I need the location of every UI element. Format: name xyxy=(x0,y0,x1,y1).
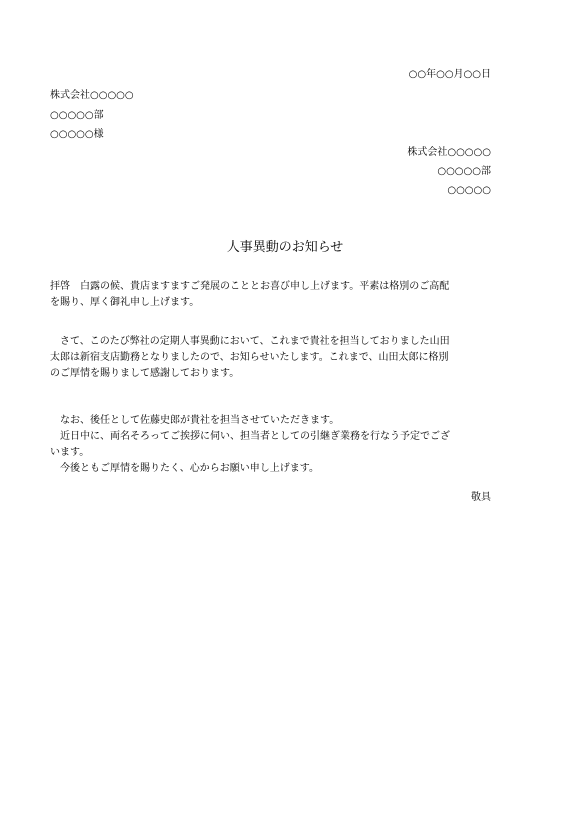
paragraph-line: 拝啓 白露の候、貴店ますますご発展のこととお喜び申し上げます。平素は格別のご高配 xyxy=(50,281,450,292)
paragraph-line: 近日中に、両名そろってご挨拶に伺い、担当者としての引継ぎ業務を行なう予定でござ xyxy=(50,431,450,442)
letter-date: ○○年○○月○○日 xyxy=(408,69,491,80)
letter-title: 人事異動のお知らせ xyxy=(226,240,344,255)
sender-person: ○○○○○ xyxy=(447,185,491,196)
paragraph-line: なお、後任として佐藤史郎が貴社を担当させていただきます。 xyxy=(50,415,340,426)
paragraph-line: さて、このたび弊社の定期人事異動において、これまで貴社を担当しておりました山田 xyxy=(50,336,450,347)
paragraph-announcement xyxy=(50,334,492,382)
paragraph-line: います。 xyxy=(50,447,90,458)
recipient-department: ○○○○○部 xyxy=(50,110,104,121)
recipient-person: ○○○○○様 xyxy=(50,129,104,140)
paragraph-line: を賜り、厚く御礼申し上げます。 xyxy=(50,297,200,308)
sender-company: 株式会社○○○○○ xyxy=(407,147,491,158)
paragraph-greeting xyxy=(50,279,492,311)
paragraph-successor xyxy=(50,413,492,477)
paragraph-line: 太郎は新宿支店勤務となりましたので、お知らせいたします。これまで、山田太郎に格別 xyxy=(50,352,449,363)
recipient-company: 株式会社○○○○○ xyxy=(50,90,134,101)
paragraph-line: のご厚情を賜りまして感謝しております。 xyxy=(50,368,240,379)
closing-keigu: 敬具 xyxy=(471,492,491,503)
sender-department: ○○○○○部 xyxy=(437,166,491,177)
paragraph-line: 今後ともご厚情を賜りたく、心からお願い申し上げます。 xyxy=(50,463,319,474)
